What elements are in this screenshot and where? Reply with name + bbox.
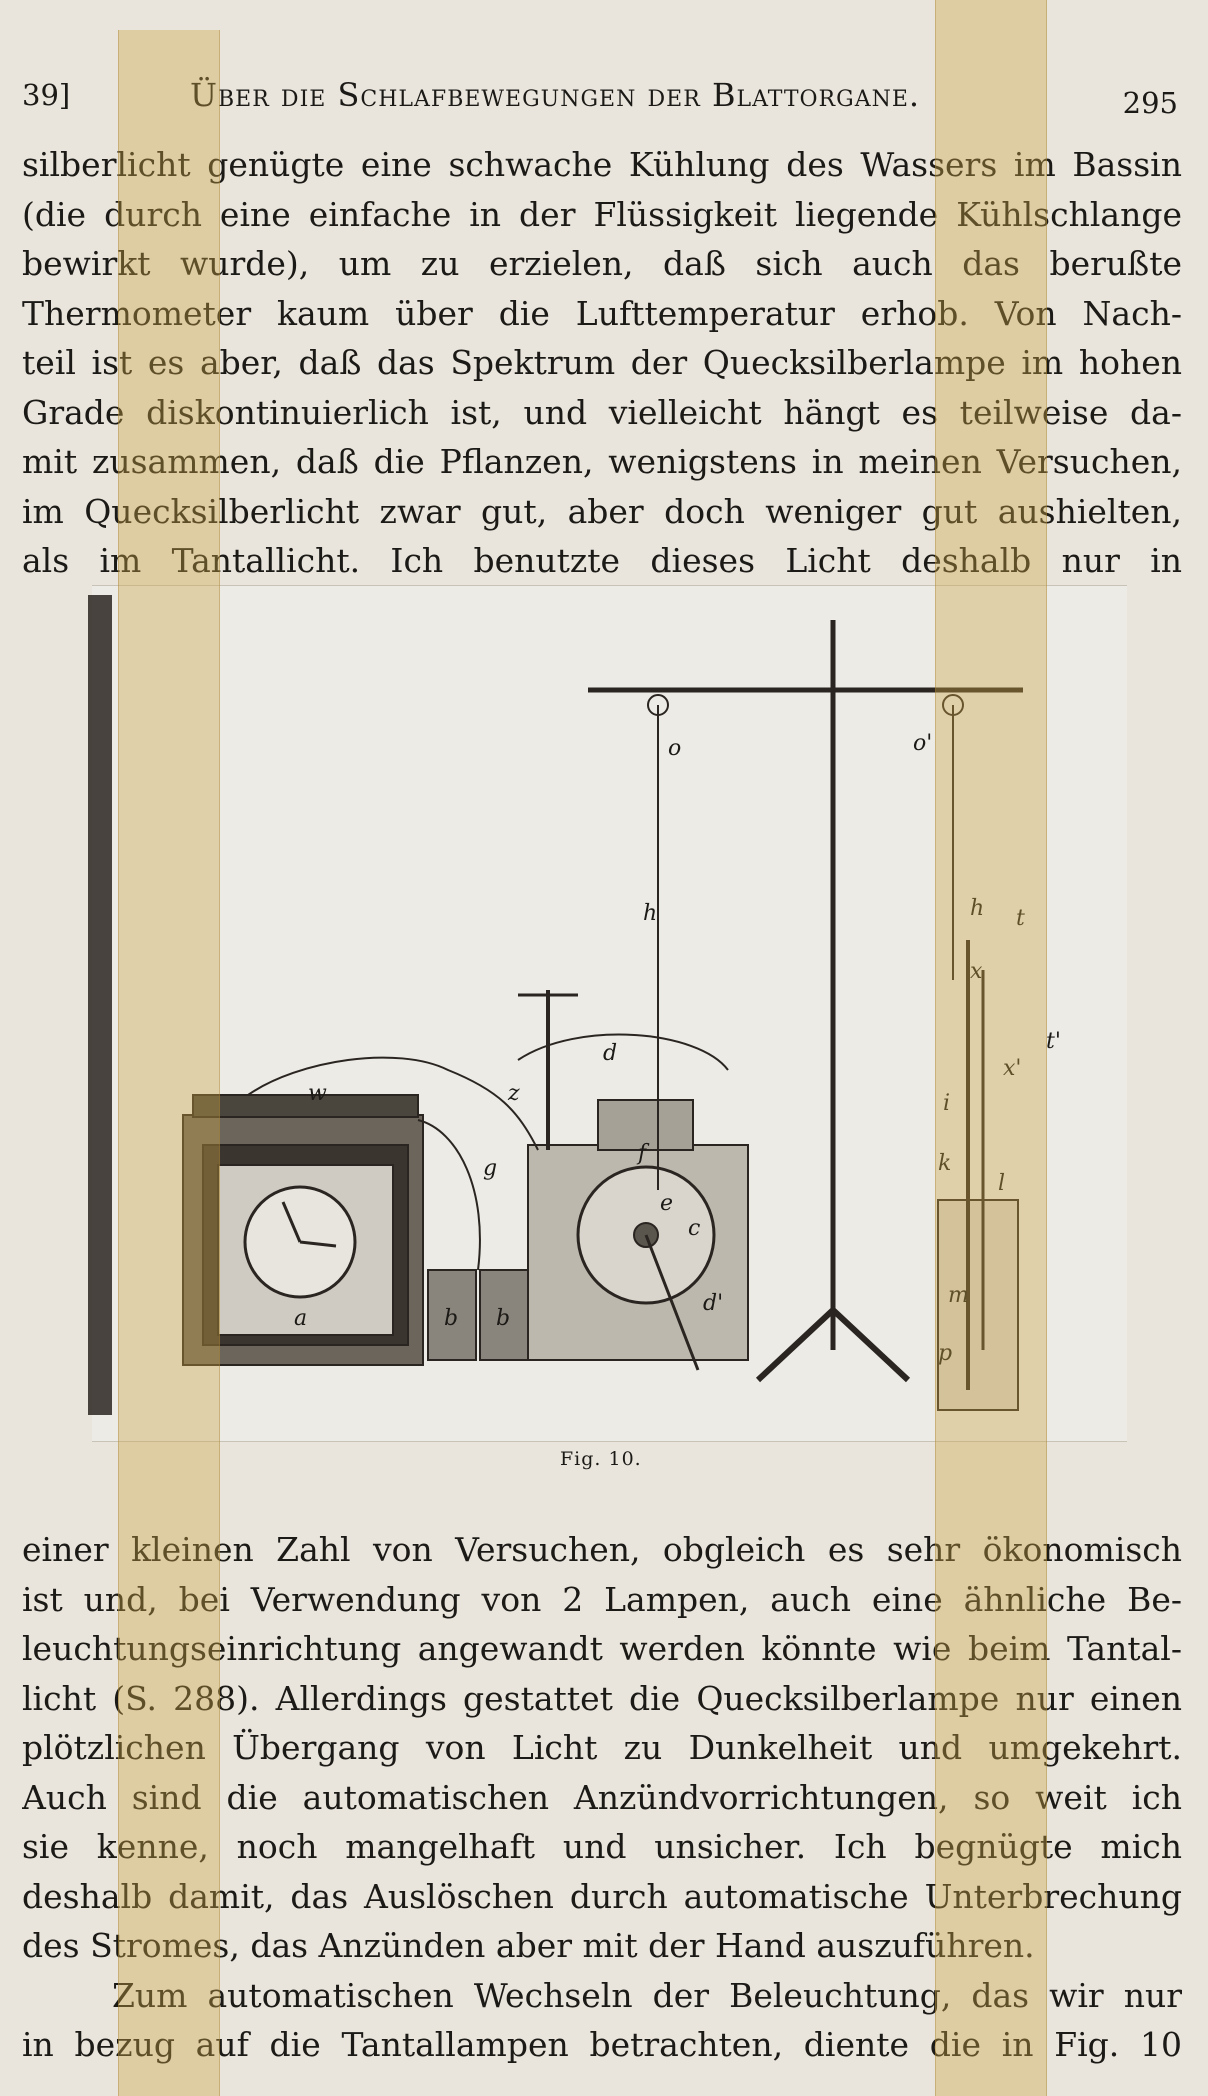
text-line: plötzlichen Übergang von Licht zu Dunkelheit und umgekehrt.	[22, 1728, 1182, 1767]
running-title: Über die Schlafbewegungen der Blattorgane.	[190, 76, 921, 114]
label-t: t	[1016, 906, 1025, 931]
text-line: licht (S. 288). Allerdings gestattet die Quecksilberlampe nur einen	[22, 1678, 1182, 1718]
label-f: f	[638, 1141, 647, 1166]
chapter-number: 39]	[22, 78, 71, 112]
label-g: g	[483, 1156, 498, 1181]
label-d-prime: d'	[703, 1291, 724, 1316]
text-line: als im Tantallicht. Ich benutzte dieses Licht deshalb nur in	[22, 541, 1182, 580]
text-line: Auch sind die automatischen Anzündvorrichtungen, so weit ich	[22, 1777, 1182, 1817]
label-z: z	[508, 1081, 520, 1106]
label-e: e	[660, 1191, 674, 1216]
adhesive-tape-right	[935, 0, 1047, 2096]
text-line: mit zusammen, daß die Pflanzen, wenigstens in meinen Versuchen,	[22, 442, 1182, 481]
text-line: (die durch eine einfache in der Flüssigkeit liegende Kühlschlange	[22, 194, 1182, 234]
label-o-prime: o'	[913, 731, 933, 756]
text-line: in bezug auf die Tantallampen betrachten, diente die in Fig. 10	[22, 2025, 1182, 2064]
text-line: leuchtungseinrichtung angewandt werden könnte wie beim Tantal-	[22, 1629, 1182, 1668]
text-line: sie kenne, noch mangelhaft und unsicher. Ich begnügte mich	[22, 1827, 1182, 1866]
page-number: 295	[1122, 86, 1178, 120]
text-line: Zum automatischen Wechseln der Beleuchtung, das wir nur	[112, 1975, 1182, 2015]
label-i: i	[943, 1091, 951, 1116]
label-b2: b	[496, 1306, 511, 1331]
label-a: a	[294, 1306, 308, 1331]
text-line: teil ist es aber, daß das Spektrum der Quecksilberlampe im hohen	[22, 343, 1182, 382]
label-l: l	[998, 1171, 1006, 1196]
text-line: im Quecksilberlicht zwar gut, aber doch weniger gut aushielten,	[22, 491, 1182, 531]
label-b1: b	[444, 1306, 459, 1331]
label-x-prime: x'	[1003, 1056, 1022, 1081]
label-c: c	[688, 1216, 701, 1241]
text-line: bewirkt wurde), um zu erzielen, daß sich auch das berußte	[22, 244, 1182, 283]
label-d: d	[603, 1041, 618, 1066]
label-w: w	[308, 1081, 327, 1106]
text-line: des Stromes, das Anzünden aber mit der Hand auszuführen.	[22, 1926, 1035, 1965]
label-o: o	[668, 736, 682, 761]
label-x: x	[970, 959, 983, 984]
label-k: k	[938, 1151, 952, 1176]
label-m: m	[948, 1283, 969, 1308]
text-line: einer kleinen Zahl von Versuchen, obgleich es sehr ökonomisch	[22, 1530, 1182, 1569]
text-line: ist und, bei Verwendung von 2 Lampen, auch eine ähnliche Be-	[22, 1579, 1182, 1619]
label-h1: h	[643, 901, 658, 926]
label-p: p	[938, 1341, 953, 1366]
label-t-prime: t'	[1046, 1029, 1061, 1054]
text-line: silberlicht genügte eine schwache Kühlung des Wassers im Bassin	[22, 145, 1182, 184]
figure-caption: Fig. 10.	[560, 1448, 642, 1470]
text-line: deshalb damit, das Auslöschen durch automatische Unterbrechung	[22, 1876, 1182, 1916]
text-line: Thermometer kaum über die Lufttemperatur erhob. Von Nach-	[22, 293, 1182, 333]
text-line: Grade diskontinuierlich ist, und vielleicht hängt es teilweise da-	[22, 392, 1182, 432]
label-h2: h	[970, 896, 985, 921]
adhesive-tape-left	[118, 30, 220, 2096]
